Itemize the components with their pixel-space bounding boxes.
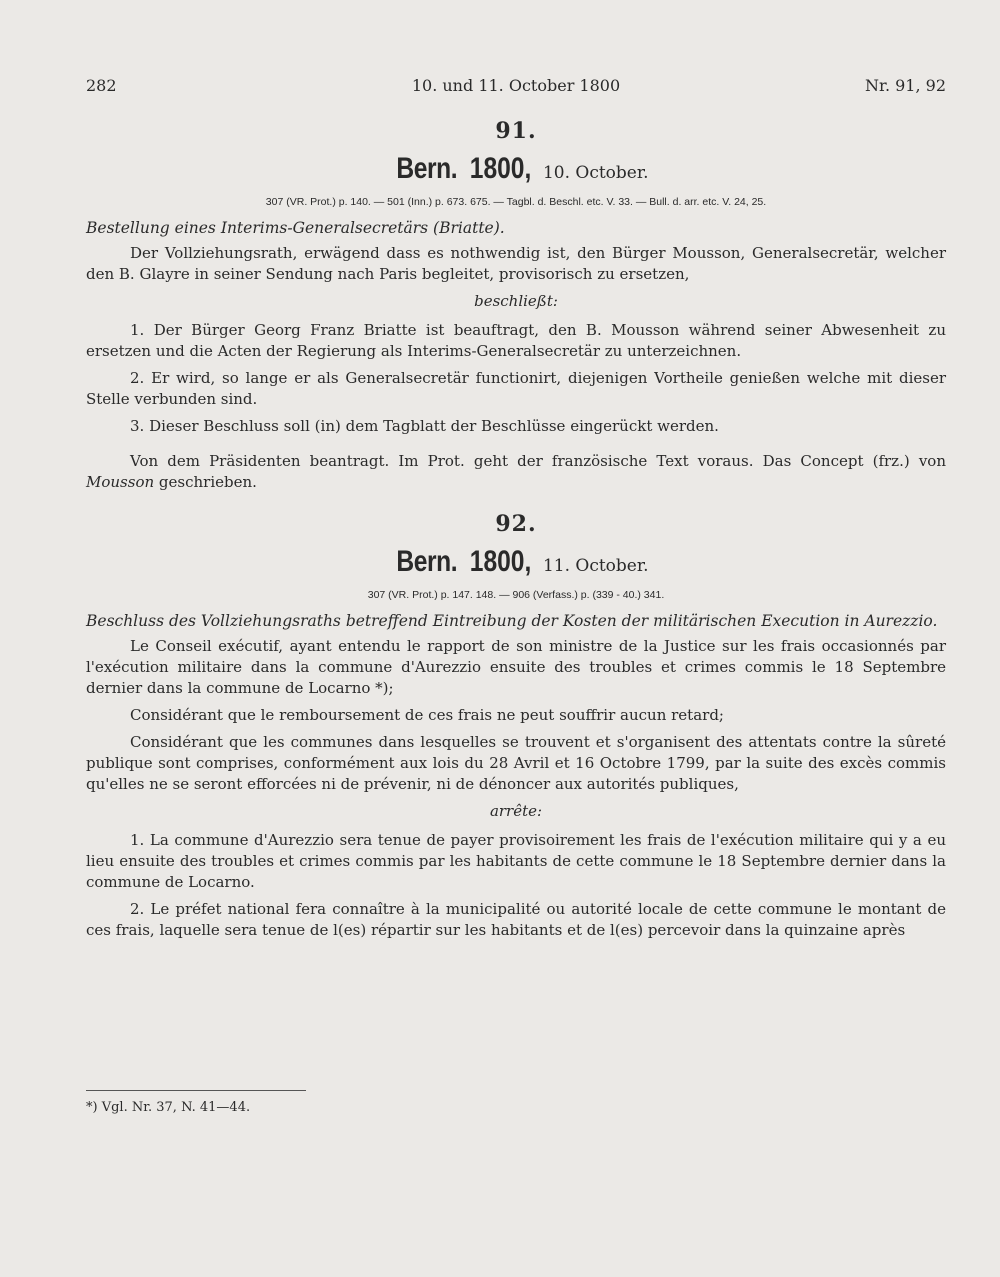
doc-number: 92.	[495, 511, 537, 537]
page-content	[86, 118, 946, 947]
doc-year: 1800,	[469, 545, 532, 578]
doc-references: 307 (VR. Prot.) p. 147. 148. — 906 (Verfass.) p. (339 - 40.) 341.	[367, 589, 665, 601]
doc-year: 1800,	[469, 152, 532, 185]
header-doc-range: Nr. 91, 92	[865, 76, 946, 95]
document-91	[86, 118, 946, 493]
doc-dateline	[86, 150, 946, 192]
doc-paragraph: Considérant que les communes dans lesquelles se trouvent et s'organisent des attentats contre la sûreté publique sont comprises, conformément aux lois du 28 Avril et 16 Octobre 1799, par la suite des excès commis qu'elles ne se seront efforcées ni de prévenir, ni de dénoncer aux autorités publiques,	[86, 733, 946, 793]
doc-decree-word: beschließt:	[474, 292, 558, 310]
running-header	[86, 76, 946, 100]
doc-place: Bern.	[396, 152, 458, 185]
doc-item: 2. Le préfet national fera connaître à la municipalité ou autorité locale de cette commune le montant de ces frais, laquelle sera tenue de l(es) répartir sur les habitants et de l(es) percevoir dans la quinzaine après	[86, 900, 946, 939]
doc-number: 91.	[495, 118, 537, 144]
header-date: 10. und 11. October 1800	[411, 76, 621, 95]
doc-heading: Beschluss des Vollziehungsraths betreffend Eintreibung der Kosten der militärischen Execution in Aurezzio.	[86, 612, 938, 630]
doc-item: 2. Er wird, so lange er als Generalsecretär functionirt, diejenigen Vortheile genießen welche mit dieser Stelle verbunden sind.	[86, 369, 946, 408]
doc-heading: Bestellung eines Interims-Generalsecretärs (Briatte).	[86, 219, 505, 237]
doc-intro: Der Vollziehungsrath, erwägend dass es nothwendig ist, den Bürger Mousson, Generalsecretär, welcher den B. Glayre in seiner Sendung nach Paris begleitet, provisorisch zu ersetzen,	[86, 244, 946, 283]
page-number: 282	[86, 76, 117, 95]
doc-place: Bern.	[396, 545, 458, 578]
doc-dateline	[86, 543, 946, 585]
doc-date: 11. October.	[542, 556, 649, 576]
footnote-divider	[86, 1090, 306, 1091]
author-name: Mousson	[86, 473, 155, 491]
doc-paragraph: Le Conseil exécutif, ayant entendu le rapport de son ministre de la Justice sur les frais occasionnés par l'exécution militaire dans la commune d'Aurezzio ensuite des troubles et crimes commis le 18 Septembre dernier dans la commune de Locarno *);	[86, 637, 946, 697]
doc-paragraph: Considérant que le remboursement de ces frais ne peut souffrir aucun retard;	[130, 706, 724, 724]
doc-item: 1. Der Bürger Georg Franz Briatte ist beauftragt, den B. Mousson während seiner Abwesenheit zu ersetzen und die Acten der Regierung als Interims-Generalsecretär zu unterzeichnen.	[86, 321, 946, 360]
footnote: *) Vgl. Nr. 37, N. 41—44.	[86, 1100, 251, 1115]
doc-editorial-note: Von dem Präsidenten beantragt. Im Prot. geht der französische Text voraus. Das Concept (frz.) von Mousson geschrieben.	[86, 452, 946, 491]
doc-item: 1. La commune d'Aurezzio sera tenue de payer provisoirement les frais de l'exécution militaire qui y a eu lieu ensuite des troubles et crimes commis par les habitants de cette commune le 18 Septembre dernier dans la commune de Locarno.	[86, 831, 946, 891]
doc-date: 10. October.	[542, 163, 649, 183]
doc-decree-word: arrête:	[489, 802, 543, 820]
document-92	[86, 511, 946, 941]
doc-references: 307 (VR. Prot.) p. 140. — 501 (Inn.) p. 673. 675. — Tagbl. d. Beschl. etc. V. 33. — Bull. d. arr. etc. V. 24, 25.	[265, 196, 767, 208]
doc-item: 3. Dieser Beschluss soll (in) dem Tagblatt der Beschlüsse eingerückt werden.	[130, 417, 719, 435]
